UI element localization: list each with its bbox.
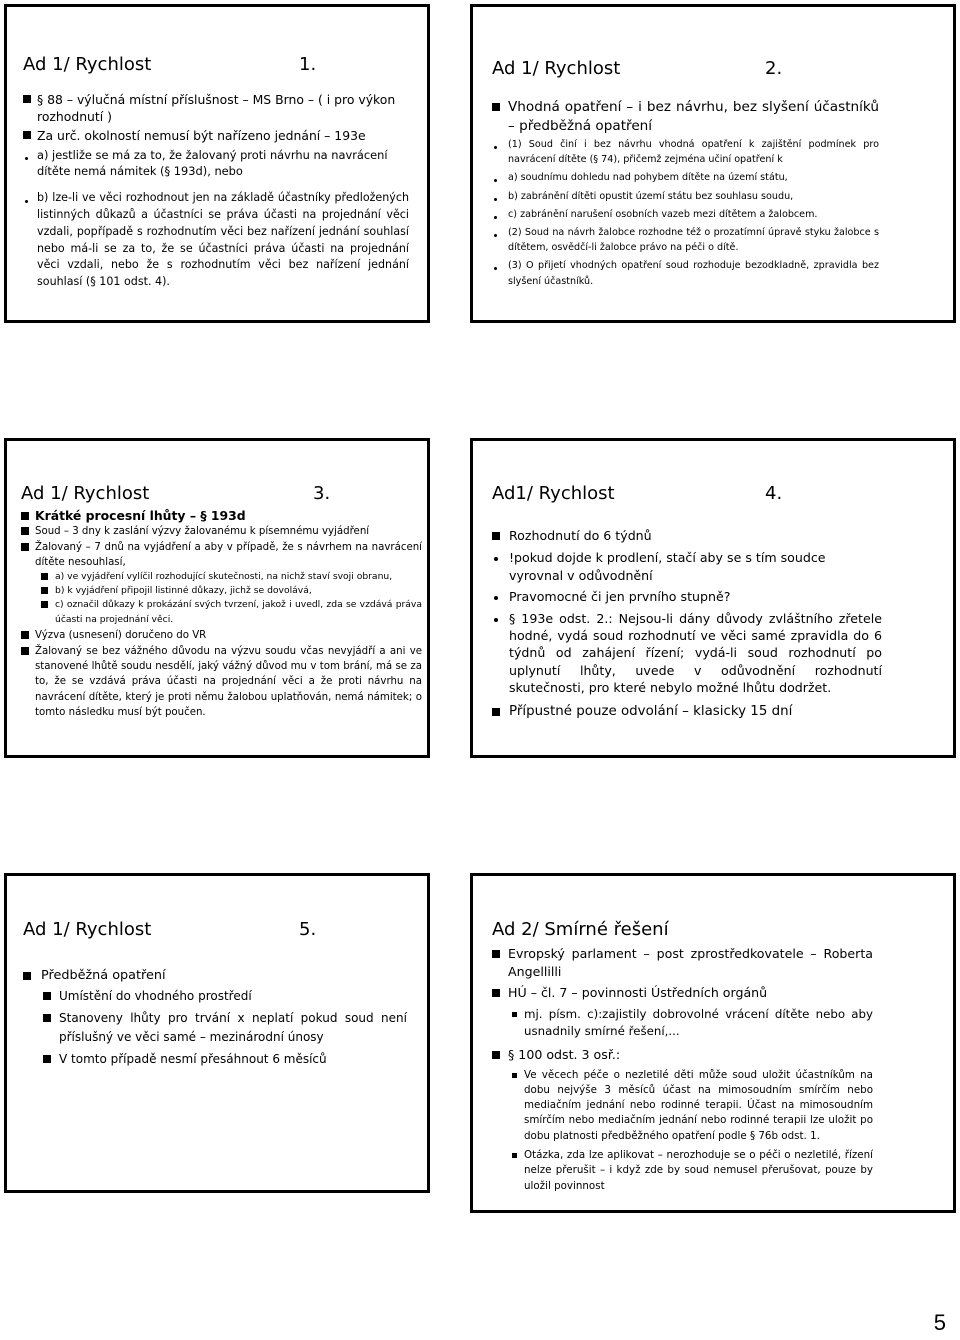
- list-item: a) jestliže se má za to, že žalovaný proti návrhu na navrácení dítěte nemá námitek (§ 193d), nebo: [23, 147, 409, 180]
- square-bullet-icon: [21, 631, 29, 639]
- list-item: Umístění do vhodného prostředí: [23, 987, 407, 1006]
- list-item: Předběžná opatření: [23, 967, 407, 986]
- dot-bullet-icon: [494, 267, 497, 270]
- list-item: Pravomocné či jen prvního stupně?: [492, 588, 882, 605]
- list-item: Ve věcech péče o nezletilé děti může soud uložit účastníkům na dobu nejvýše 3 měsíců účast na mimosoudním smírčím nebo mediačním jednání nebo rodinné terapii. Účast na mimosoudním smírčím nebo mediačním jednání nebo rodinné terapii lze uložit po dobu platnosti předběžného opatření podle § 76b odst. 1.: [492, 1068, 873, 1144]
- list-item: mj. písm. c):zajistily dobrovolné vrácení dítěte nebo aby usnadnily smírné řešení,...: [492, 1006, 873, 1041]
- square-bullet-icon: [492, 708, 500, 716]
- square-bullet-icon: [41, 587, 48, 594]
- list-item: § 193e odst. 2.: Nejsou-li dány důvody zvláštního zřetele hodné, vydá soud rozhodnutí ve věci samé zpravidla do 6 týdnů od zahájení řízení; vydá-li soud rozhodnutí po uplynutí lhůty, uvede v odůvodnění rozhodnutí skutečnosti, pro které nebylo možné lhůtu dodržet.: [492, 610, 882, 697]
- list-item: HÚ – čl. 7 – povinnosti Ústředních orgánů: [492, 984, 873, 1002]
- list-item: Evropský parlament – post zprostředkovatele – Roberta Angellilli: [492, 945, 873, 980]
- square-bullet-icon: [43, 992, 51, 1000]
- dot-bullet-icon: [25, 157, 28, 160]
- square-bullet-icon: [492, 950, 500, 958]
- slide-number: 5.: [299, 919, 317, 940]
- list-item: Výzva (usnesení) doručeno do VR: [21, 628, 422, 643]
- slide-3: [4, 438, 430, 758]
- slide-title: Ad 2/ Smírné řešení: [492, 919, 669, 940]
- list-item: (1) Soud činí i bez návrhu vhodná opatření k zajištění podmínek pro navrácení dítěte (§ 74), přičemž zejména učiní opatření k: [492, 137, 879, 167]
- list-item: Rozhodnutí do 6 týdnů: [492, 527, 882, 544]
- square-bullet-icon: [23, 972, 31, 980]
- list-item: b) k vyjádření připojil listinné důkazy, jichž se dovolává,: [21, 584, 422, 598]
- slide-6: [470, 873, 956, 1213]
- slide-1: [4, 4, 430, 323]
- slide-title: Ad1/ Rychlost: [492, 483, 615, 504]
- dot-bullet-icon: [494, 198, 497, 201]
- square-bullet-icon: [43, 1014, 51, 1022]
- list-item: Krátké procesní lhůty – § 193d: [21, 508, 422, 524]
- list-item: (3) O přijetí vhodných opatření soud rozhoduje bezodkladně, zpravidla bez slyšení účastníků.: [492, 258, 879, 288]
- square-bullet-icon: [492, 103, 500, 111]
- square-bullet-icon: [21, 543, 29, 551]
- list-item: § 88 – výlučná místní příslušnost – MS Brno – ( i pro výkon rozhodnutí ): [23, 91, 409, 125]
- slide-number: 3.: [313, 483, 331, 504]
- round-bullet-icon: [494, 557, 498, 561]
- list-item: V tomto případě nesmí přesáhnout 6 měsíců: [23, 1050, 407, 1069]
- square-bullet-icon: [21, 527, 29, 535]
- slide-2: [470, 4, 956, 323]
- list-item: a) soudnímu dohledu nad pohybem dítěte na území státu,: [492, 170, 879, 185]
- list-item: (2) Soud na návrh žalobce rozhodne též o prozatímní úpravě styku žalobce s dítětem, osvědčí-li žalobce právo na péči o dítě.: [492, 225, 879, 255]
- square-bullet-icon: [21, 512, 29, 520]
- slide-title: Ad 1/ Rychlost: [23, 54, 152, 75]
- dot-bullet-icon: [494, 234, 497, 237]
- square-bullet-icon: [512, 1073, 517, 1078]
- square-bullet-icon: [512, 1153, 517, 1158]
- square-bullet-icon: [23, 131, 31, 139]
- square-bullet-icon: [43, 1055, 51, 1063]
- slide-title: Ad 1/ Rychlost: [23, 919, 152, 940]
- dot-bullet-icon: [494, 146, 497, 149]
- list-item: b) zabránění dítěti opustit území státu bez souhlasu soudu,: [492, 189, 879, 204]
- list-item: Otázka, zda lze aplikovat – nerozhoduje se o péči o nezletilé, řízení nelze přerušit – i když zde by soud nemusel přerušovat, pouze by uložil povinnost: [492, 1148, 873, 1194]
- list-item: a) ve vyjádření vylíčil rozhodující skutečnosti, na nichž staví svoji obranu,: [21, 570, 422, 584]
- square-bullet-icon: [21, 647, 29, 655]
- list-item: !pokud dojde k prodlení, stačí aby se s tím soudce vyrovnal v odůvodnění: [492, 549, 882, 584]
- dot-bullet-icon: [494, 216, 497, 219]
- list-item: c) zabránění narušení osobních vazeb mezi dítětem a žalobcem.: [492, 207, 879, 222]
- square-bullet-icon: [23, 95, 31, 103]
- round-bullet-icon: [494, 596, 498, 600]
- slide-number: 1.: [299, 54, 317, 75]
- square-bullet-icon: [41, 573, 48, 580]
- square-bullet-icon: [492, 989, 500, 997]
- slide-number: 2.: [765, 58, 783, 79]
- list-item: b) lze-li ve věci rozhodnout jen na základě účastníky předložených listinných důkazů a účastníci se práva účasti na projednání věci vzdali, popřípadě s rozhodnutím věci bez nařízení jednání souhlasí nebo má-li se za to, že se účastníci práva účasti na projednání věci vzdali, nebo že s rozhodnutím věci bez nařízení jednání souhlasí (§ 101 odst. 4).: [23, 190, 409, 291]
- list-item: Žalovaný se bez vážného důvodu na výzvu soudu včas nevyjádří a ani ve stanovené lhůtě soudu nesdělí, jaký vážný důvod mu v tom brání, má se za to, že se vzdává práva účasti na projednání věci a že proti návrhu na navrácení dítěte, který je proti němu žalobou uplatňován, nemá námitek; o tomto následku musí být poučen.: [21, 644, 422, 720]
- slide-title: Ad 1/ Rychlost: [21, 483, 150, 504]
- square-bullet-icon: [512, 1012, 517, 1017]
- list-item: Stanoveny lhůty pro trvání x neplatí pokud soud není příslušný ve věci samé – mezinárodní únosy: [23, 1009, 407, 1046]
- list-item: Žalovaný – 7 dnů na vyjádření a aby v případě, že s návrhem na navrácení dítěte nesouhlasí,: [21, 540, 422, 570]
- dot-bullet-icon: [25, 200, 28, 203]
- list-item: Přípustné pouze odvolání – klasicky 15 dní: [492, 703, 882, 720]
- round-bullet-icon: [494, 618, 498, 622]
- slide-5: [4, 873, 430, 1193]
- slide-title: Ad 1/ Rychlost: [492, 58, 621, 79]
- list-item: Vhodná opatření – i bez návrhu, bez slyšení účastníků – předběžná opatření: [492, 98, 879, 136]
- square-bullet-icon: [492, 532, 500, 540]
- slide-4: [470, 438, 956, 758]
- page-number: 5: [933, 1310, 946, 1335]
- dot-bullet-icon: [494, 179, 497, 182]
- square-bullet-icon: [492, 1051, 500, 1059]
- list-item: c) označil důkazy k prokázání svých tvrzení, jakož i uvedl, zda se vzdává práva účasti na projednání věci.: [21, 598, 422, 626]
- list-item: Soud – 3 dny k zaslání výzvy žalovanému k písemnému vyjádření: [21, 524, 422, 539]
- list-item: § 100 odst. 3 osř.:: [492, 1046, 873, 1064]
- list-item: Za urč. okolností nemusí být nařízeno jednání – 193e: [23, 127, 409, 144]
- square-bullet-icon: [41, 601, 48, 608]
- slide-number: 4.: [765, 483, 783, 504]
